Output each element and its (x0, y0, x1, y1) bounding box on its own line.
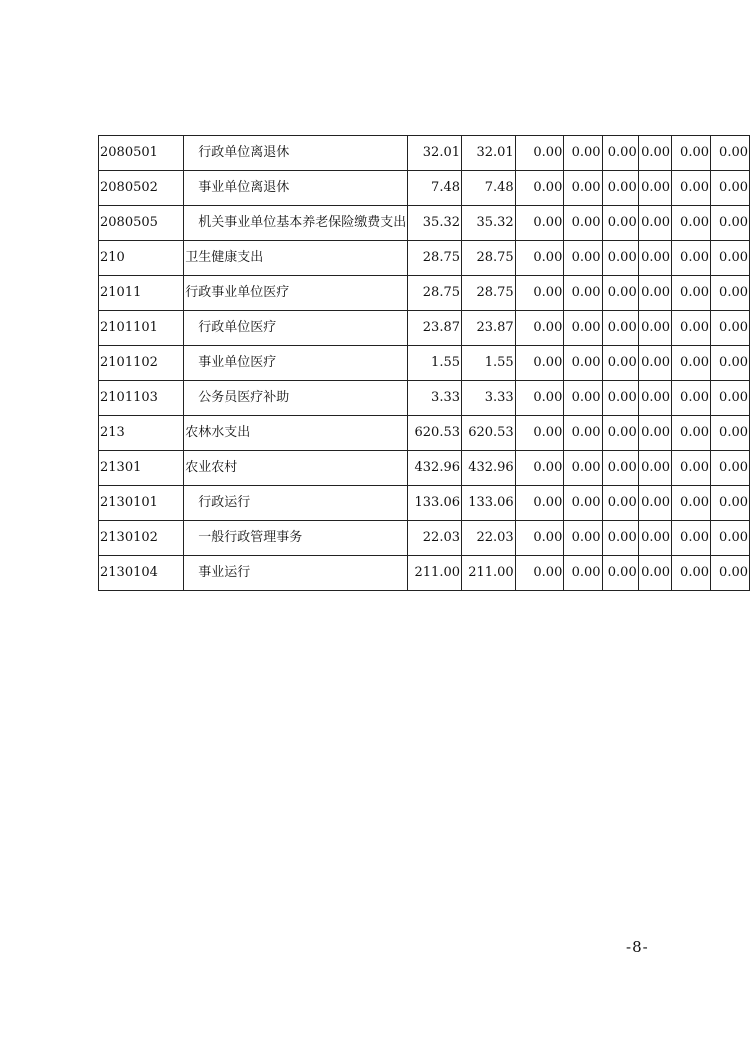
amount-cell: 0.00 (638, 311, 671, 346)
subject-code: 21301 (99, 451, 184, 486)
amount-cell: 0.00 (564, 311, 602, 346)
amount-cell: 28.75 (408, 241, 462, 276)
amount-cell: 0.00 (711, 206, 750, 241)
subject-code: 2080505 (99, 206, 184, 241)
subject-code: 2130102 (99, 521, 184, 556)
amount-cell: 0.00 (602, 346, 638, 381)
amount-cell: 0.00 (711, 171, 750, 206)
amount-cell: 0.00 (711, 346, 750, 381)
amount-cell: 133.06 (408, 486, 462, 521)
amount-cell: 7.48 (408, 171, 462, 206)
amount-cell: 432.96 (462, 451, 516, 486)
subject-name: 事业单位离退休 (184, 171, 408, 206)
amount-cell: 0.00 (515, 521, 564, 556)
subject-code: 2130104 (99, 556, 184, 591)
table-row (99, 206, 750, 241)
amount-cell: 620.53 (462, 416, 516, 451)
amount-cell: 0.00 (638, 276, 671, 311)
amount-cell: 32.01 (462, 136, 516, 171)
amount-cell: 0.00 (638, 486, 671, 521)
subject-code: 2080501 (99, 136, 184, 171)
table-row (99, 416, 750, 451)
amount-cell: 0.00 (638, 206, 671, 241)
amount-cell: 0.00 (711, 486, 750, 521)
table-row (99, 451, 750, 486)
amount-cell: 0.00 (564, 241, 602, 276)
amount-cell: 0.00 (711, 241, 750, 276)
subject-code: 2101103 (99, 381, 184, 416)
table-row (99, 136, 750, 171)
table-row (99, 486, 750, 521)
subject-code: 213 (99, 416, 184, 451)
amount-cell: 0.00 (564, 206, 602, 241)
amount-cell: 0.00 (564, 136, 602, 171)
subject-name: 行政运行 (184, 486, 408, 521)
amount-cell: 0.00 (602, 556, 638, 591)
amount-cell: 0.00 (711, 416, 750, 451)
amount-cell: 0.00 (515, 556, 564, 591)
budget-table (98, 135, 750, 591)
amount-cell: 0.00 (564, 556, 602, 591)
amount-cell: 0.00 (638, 171, 671, 206)
amount-cell: 432.96 (408, 451, 462, 486)
amount-cell: 0.00 (672, 311, 711, 346)
amount-cell: 133.06 (462, 486, 516, 521)
amount-cell: 0.00 (711, 276, 750, 311)
amount-cell: 0.00 (515, 276, 564, 311)
amount-cell: 22.03 (462, 521, 516, 556)
amount-cell: 0.00 (711, 311, 750, 346)
amount-cell: 3.33 (408, 381, 462, 416)
amount-cell: 0.00 (672, 556, 711, 591)
subject-name: 公务员医疗补助 (184, 381, 408, 416)
subject-code: 2101101 (99, 311, 184, 346)
amount-cell: 35.32 (462, 206, 516, 241)
amount-cell: 0.00 (515, 136, 564, 171)
subject-code: 2080502 (99, 171, 184, 206)
amount-cell: 35.32 (408, 206, 462, 241)
amount-cell: 0.00 (672, 241, 711, 276)
amount-cell: 28.75 (408, 276, 462, 311)
amount-cell: 0.00 (672, 346, 711, 381)
amount-cell: 0.00 (672, 381, 711, 416)
amount-cell: 0.00 (564, 276, 602, 311)
amount-cell: 0.00 (711, 451, 750, 486)
amount-cell: 0.00 (638, 451, 671, 486)
subject-name: 行政事业单位医疗 (184, 276, 408, 311)
subject-name: 农业农村 (184, 451, 408, 486)
amount-cell: 0.00 (638, 241, 671, 276)
amount-cell: 211.00 (462, 556, 516, 591)
amount-cell: 0.00 (602, 241, 638, 276)
page-number: -8- (626, 938, 649, 956)
amount-cell: 0.00 (564, 451, 602, 486)
amount-cell: 1.55 (408, 346, 462, 381)
amount-cell: 23.87 (462, 311, 516, 346)
table-row (99, 556, 750, 591)
table-row (99, 521, 750, 556)
amount-cell: 0.00 (602, 206, 638, 241)
amount-cell: 0.00 (564, 416, 602, 451)
amount-cell: 0.00 (711, 556, 750, 591)
amount-cell: 32.01 (408, 136, 462, 171)
amount-cell: 0.00 (515, 451, 564, 486)
amount-cell: 0.00 (638, 136, 671, 171)
amount-cell: 0.00 (672, 276, 711, 311)
amount-cell: 0.00 (564, 521, 602, 556)
amount-cell: 0.00 (672, 171, 711, 206)
amount-cell: 0.00 (672, 136, 711, 171)
amount-cell: 0.00 (515, 416, 564, 451)
amount-cell: 22.03 (408, 521, 462, 556)
table-row (99, 276, 750, 311)
subject-name: 一般行政管理事务 (184, 521, 408, 556)
amount-cell: 0.00 (564, 381, 602, 416)
amount-cell: 0.00 (515, 381, 564, 416)
amount-cell: 0.00 (602, 276, 638, 311)
amount-cell: 0.00 (564, 346, 602, 381)
amount-cell: 0.00 (515, 206, 564, 241)
subject-name: 事业运行 (184, 556, 408, 591)
amount-cell: 0.00 (564, 486, 602, 521)
amount-cell: 0.00 (638, 521, 671, 556)
table-row (99, 241, 750, 276)
subject-code: 2101102 (99, 346, 184, 381)
amount-cell: 0.00 (711, 136, 750, 171)
table-row (99, 311, 750, 346)
amount-cell: 28.75 (462, 276, 516, 311)
amount-cell: 0.00 (564, 171, 602, 206)
amount-cell: 0.00 (672, 486, 711, 521)
amount-cell: 3.33 (462, 381, 516, 416)
table-row (99, 171, 750, 206)
amount-cell: 211.00 (408, 556, 462, 591)
subject-name: 卫生健康支出 (184, 241, 408, 276)
amount-cell: 0.00 (515, 171, 564, 206)
table-row (99, 346, 750, 381)
subject-name: 农林水支出 (184, 416, 408, 451)
amount-cell: 0.00 (672, 451, 711, 486)
amount-cell: 0.00 (638, 416, 671, 451)
amount-cell: 0.00 (672, 206, 711, 241)
subject-name: 行政单位医疗 (184, 311, 408, 346)
subject-name: 机关事业单位基本养老保险缴费支出 (184, 206, 408, 241)
subject-name: 事业单位医疗 (184, 346, 408, 381)
amount-cell: 28.75 (462, 241, 516, 276)
amount-cell: 0.00 (602, 521, 638, 556)
amount-cell: 0.00 (602, 416, 638, 451)
amount-cell: 0.00 (515, 486, 564, 521)
amount-cell: 0.00 (672, 416, 711, 451)
amount-cell: 0.00 (602, 136, 638, 171)
subject-code: 2130101 (99, 486, 184, 521)
amount-cell: 0.00 (515, 311, 564, 346)
amount-cell: 0.00 (602, 311, 638, 346)
subject-name: 行政单位离退休 (184, 136, 408, 171)
amount-cell: 0.00 (515, 241, 564, 276)
amount-cell: 7.48 (462, 171, 516, 206)
amount-cell: 0.00 (711, 521, 750, 556)
subject-code: 21011 (99, 276, 184, 311)
amount-cell: 0.00 (515, 346, 564, 381)
amount-cell: 23.87 (408, 311, 462, 346)
table-row (99, 381, 750, 416)
subject-code: 210 (99, 241, 184, 276)
amount-cell: 0.00 (638, 556, 671, 591)
amount-cell: 0.00 (672, 521, 711, 556)
amount-cell: 0.00 (638, 346, 671, 381)
amount-cell: 0.00 (602, 171, 638, 206)
amount-cell: 0.00 (602, 486, 638, 521)
amount-cell: 0.00 (638, 381, 671, 416)
amount-cell: 620.53 (408, 416, 462, 451)
amount-cell: 0.00 (602, 381, 638, 416)
amount-cell: 0.00 (711, 381, 750, 416)
amount-cell: 0.00 (602, 451, 638, 486)
amount-cell: 1.55 (462, 346, 516, 381)
